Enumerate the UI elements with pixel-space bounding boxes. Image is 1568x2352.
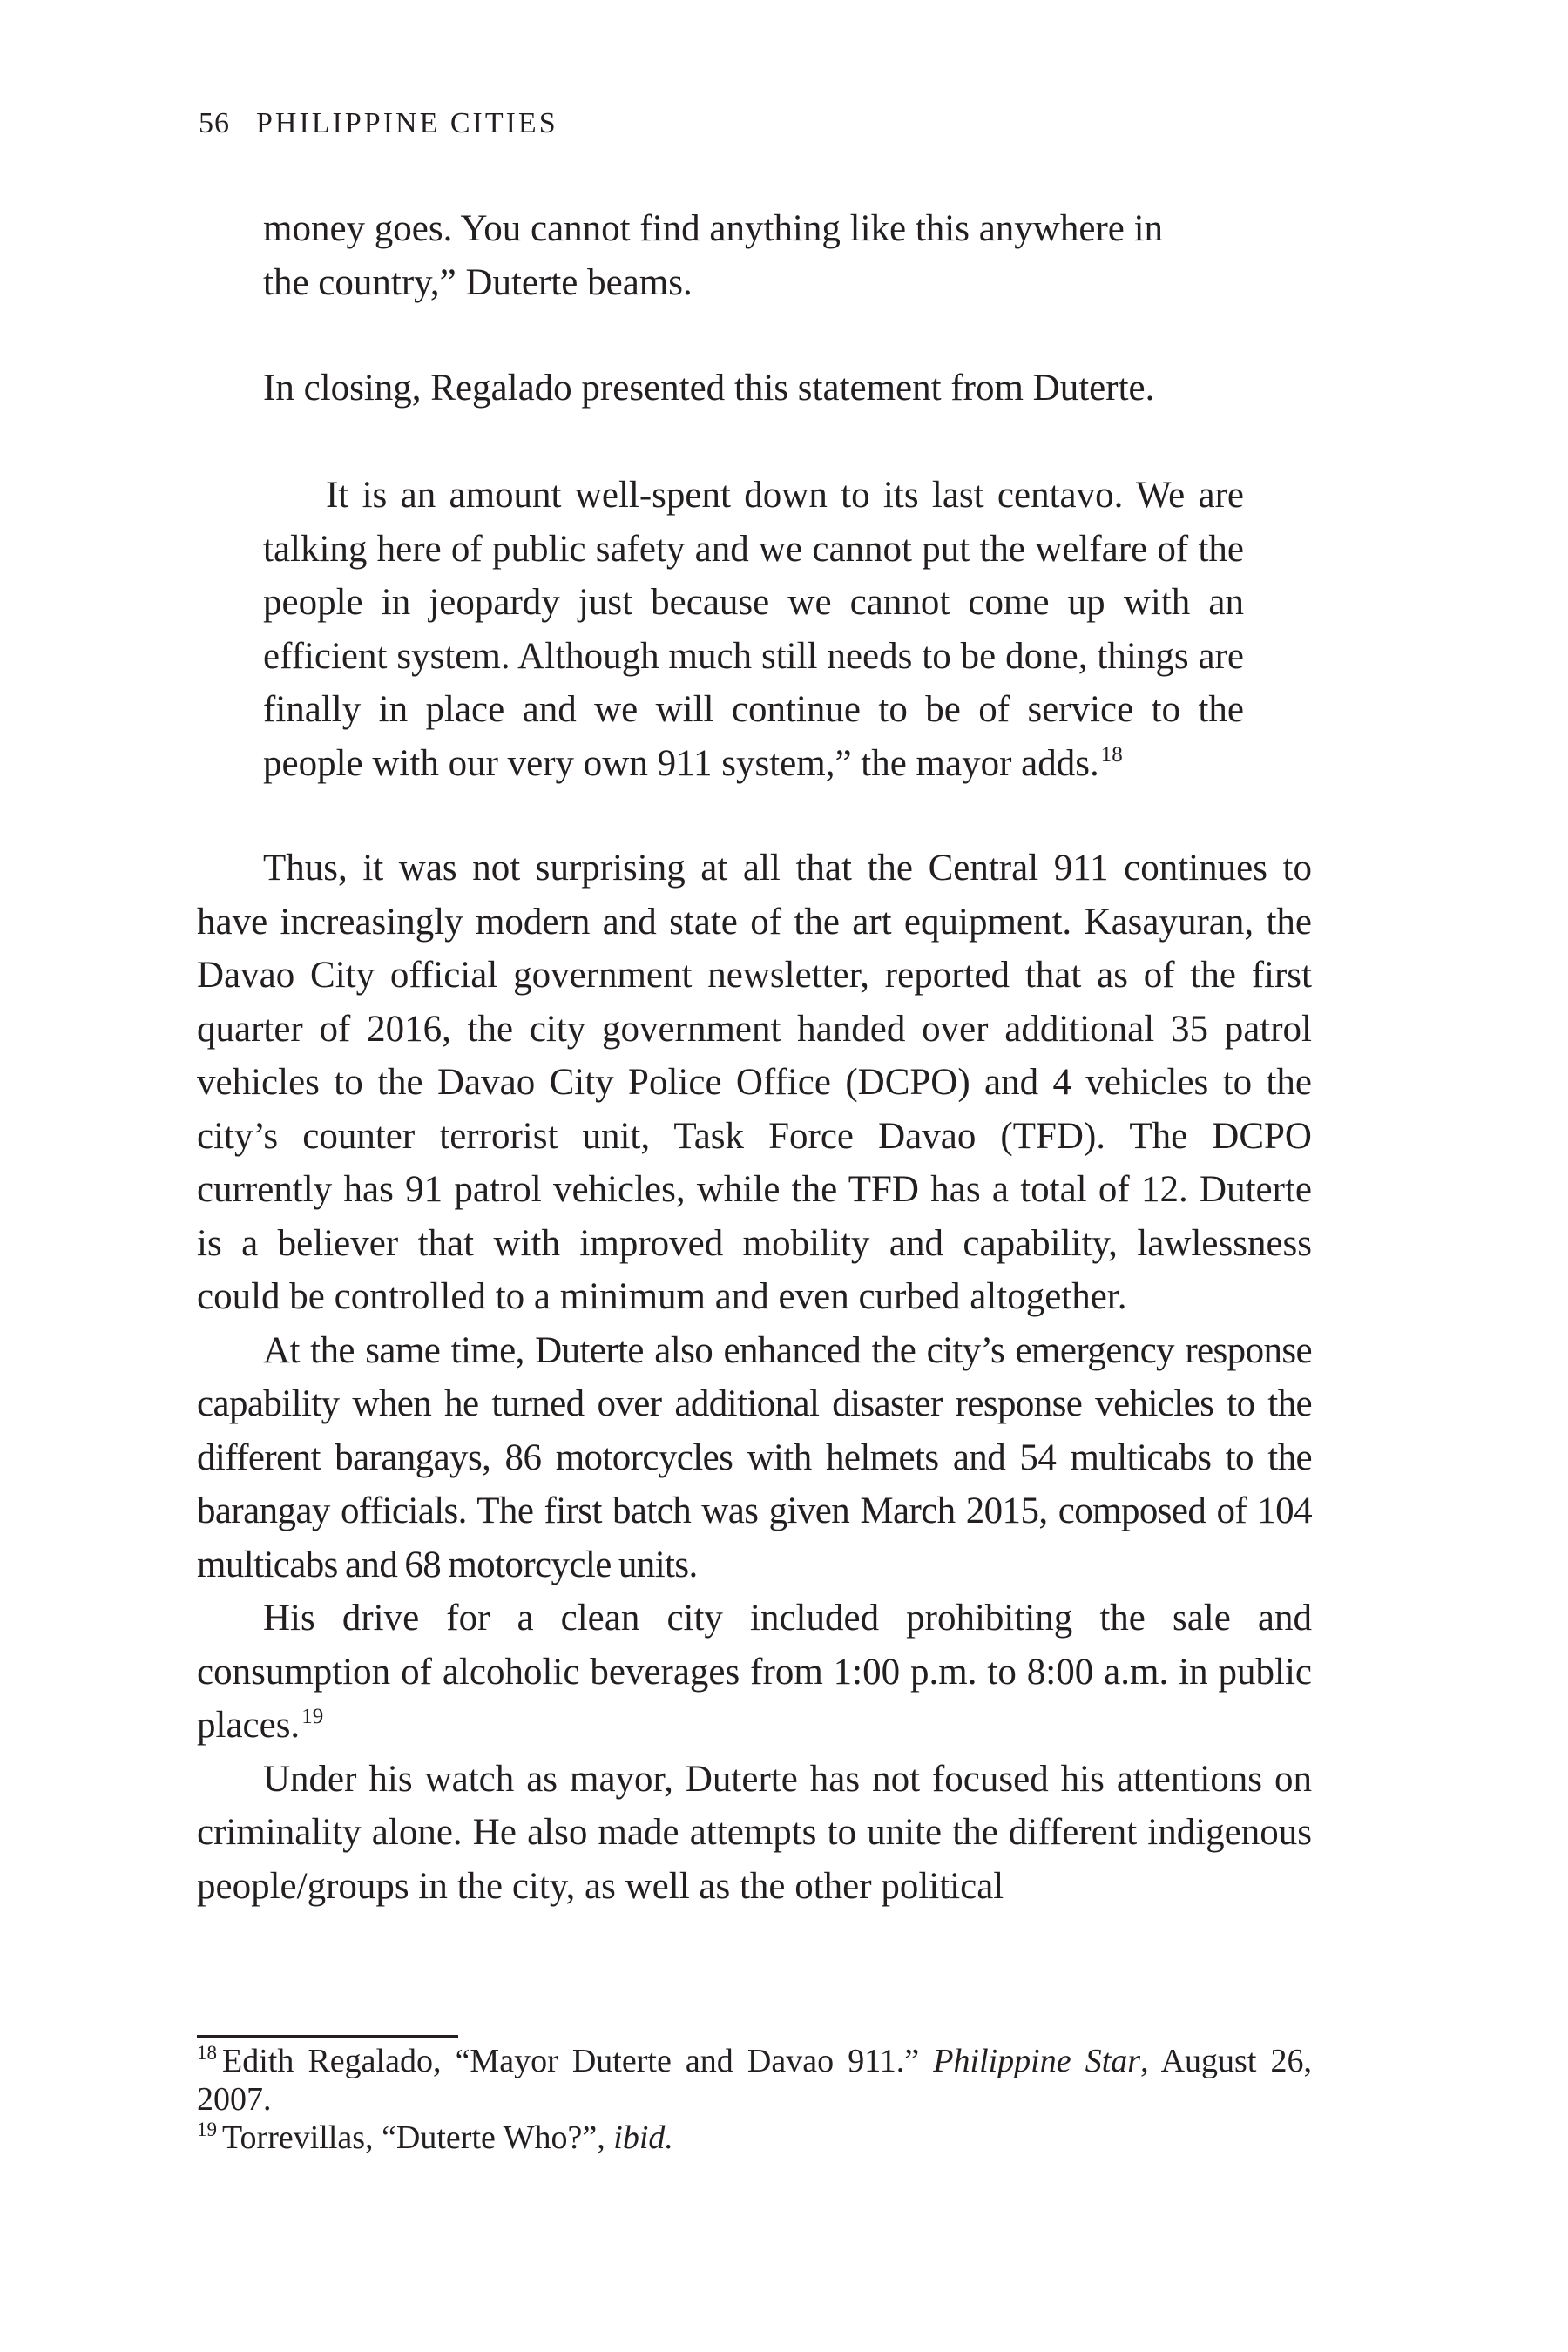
body-paragraph-3 (197, 1592, 1312, 1753)
block-quote-paragraph (263, 469, 1244, 790)
running-head (199, 103, 558, 145)
footnote-number: 19 (197, 2119, 217, 2140)
footnote-18 (197, 2042, 1312, 2119)
quote-continuation-line-2: the country,” Duterte beams. (263, 261, 693, 303)
footnote-19 (197, 2119, 1312, 2157)
footnote-ref-18[interactable]: 18 (1100, 742, 1123, 767)
body-paragraph-text: At the same time, Duterte also enhanced the city’s emergency response capability when he turned over additional disaster response vehicles to the different barangays, 86 motorcycles with helmets and 54 multicabs to the barangay officials. The first batch was given March 2015, composed of 104 multicabs and 68 motorcycle units. (197, 1329, 1312, 1585)
body-paragraph-text: Under his watch as mayor, Duterte has not focused his attentions on criminality alone. He also made attempts to unite the different indigenous people/groups in the city, as well as the other political (197, 1758, 1312, 1907)
footnote-ibid: ibid. (613, 2119, 673, 2156)
quote-continuation (263, 202, 1244, 309)
quote-continuation-line-1: money goes. You cannot find anything like this anywhere in (263, 208, 1164, 249)
closing-text: In closing, Regalado presented this statement from Duterte. (263, 368, 1155, 409)
page-number: 56 (199, 107, 230, 139)
block-quote-text: It is an amount well-spent down to its last centavo. We are talking here of public safety and we cannot put the welfare of the people in jeopardy just because we cannot come up with an efficient system. Although much still needs to be done, things are finally in place and we will continue to be of service to the people with our very own 911 system,” the mayor adds. (263, 475, 1244, 784)
body-text (197, 841, 1312, 1913)
footnote-number: 18 (197, 2042, 217, 2064)
body-paragraph-text: Thus, it was not surprising at all that the Central 911 continues to have increasingly modern and state of the art equipment. Kasayuran, the Davao City official government newsletter, reported that as of the first quarter of 2016, the city government handed over additional 35 patrol vehicles to the Davao City Police Office (DCPO) and 4 vehicles to the city’s counter terrorist unit, Task Force Davao (TFD). The DCPO currently has 91 patrol vehicles, while the TFD has a total of 12. Duterte is a believer that with improved mobility and capability, lawlessness could be controlled to a minimum and even curbed altogether. (197, 848, 1312, 1317)
footnote-text: Torrevillas, “Duterte Who?”, (222, 2119, 605, 2156)
block-quote (263, 469, 1244, 790)
body-paragraph-1 (197, 841, 1312, 1324)
footnote-publication: Philippine Star (933, 2043, 1141, 2079)
running-title: PHILIPPINE CITIES (256, 107, 558, 139)
footnote-text: , August 26, 2007. (197, 2043, 1313, 2118)
footnotes (197, 2042, 1312, 2157)
closing-sentence (263, 362, 1244, 416)
footnote-text: Edith Regalado, “Mayor Duterte and Davao 911.” (222, 2043, 920, 2079)
footnote-ref-19[interactable]: 19 (301, 1705, 324, 1728)
footnote-rule (197, 2035, 458, 2038)
body-paragraph-4 (197, 1753, 1312, 1914)
body-paragraph-text: His drive for a clean city included prohibiting the sale and consumption of alcoholic beverages from 1:00 p.m. to 8:00 a.m. in public places. (197, 1598, 1312, 1746)
body-paragraph-2 (197, 1324, 1312, 1592)
